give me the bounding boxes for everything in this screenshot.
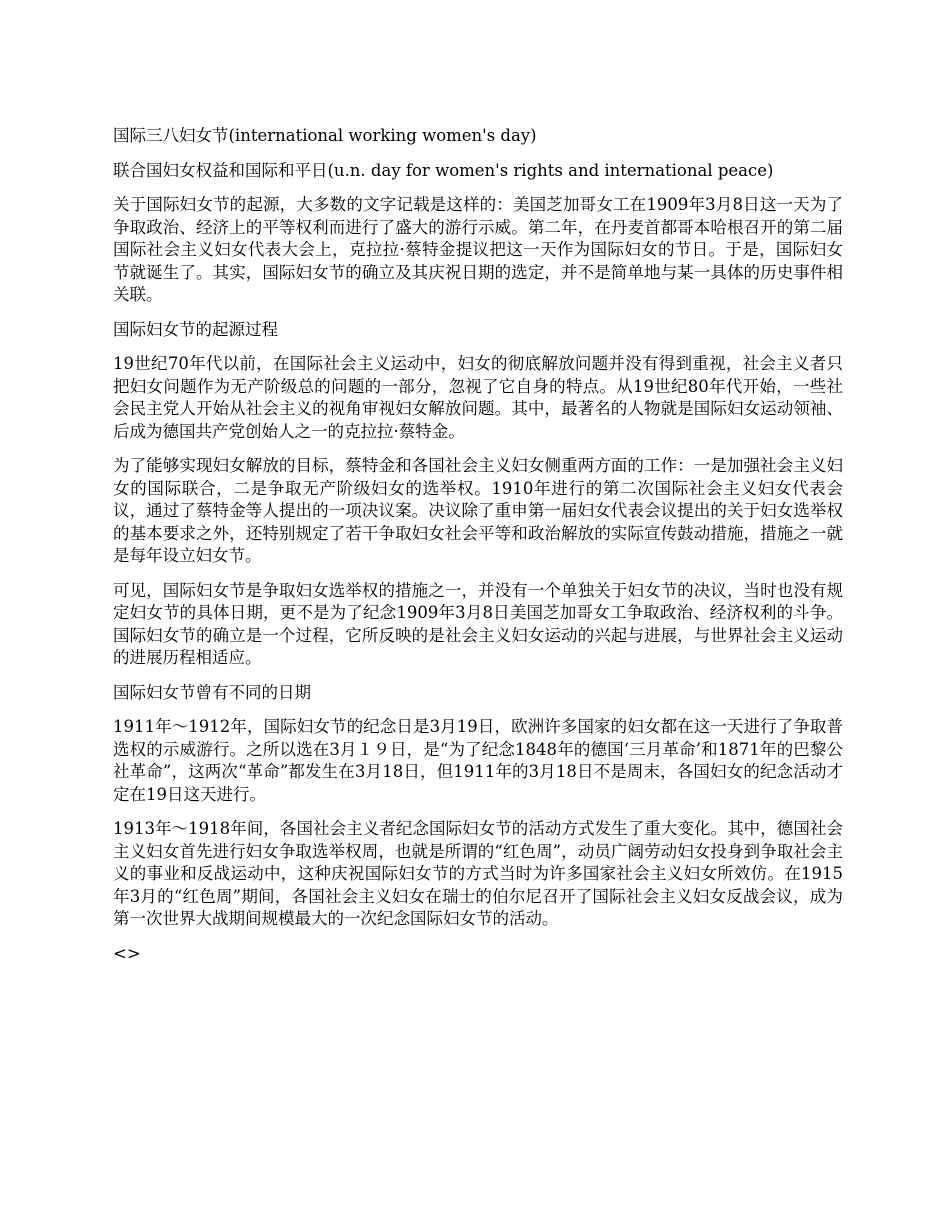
paragraph-1913-1918: 1913年～1918年间，各国社会主义者纪念国际妇女节的活动方式发生了重大变化。其中，德国社会主义妇女首先进行妇女争取选举权周，也就是所谓的“红色周”，动员广阔劳动妇女投身到争取社会主义的事业和反战运动中，这种庆祝国际妇女节的方式当时为许多国家社会主义妇女所效仿。在1915年3月的“红色周”期间，各国社会主义妇女在瑞士的伯尔尼召开了国际社会主义妇女反战会议，成为第一次世界大战期间规模最大的一次纪念国际妇女节的活动。 — [113, 819, 843, 928]
paragraph-origin-summary: 关于国际妇女节的起源，大多数的文字记载是这样的：美国芝加哥女工在1909年3月8日这一天为了争取政治、经济上的平等权利而进行了盛大的游行示威。第二年，在丹麦首都哥本哈根召开的第二届国际社会主义妇女代表大会上，克拉拉·蔡特金提议把这一天作为国际妇女的节日。于是，国际妇女节就诞生了。其实，国际妇女节的确立及其庆祝日期的选定，并不是简单地与某一具体的历史事件相关联。 — [113, 195, 843, 304]
trailing-marker: <> — [113, 943, 141, 963]
paragraph-zetkin-goals: 为了能够实现妇女解放的目标，蔡特金和各国社会主义妇女侧重两方面的工作：一是加强社会主义妇女的国际联合，二是争取无产阶级妇女的选举权。1910年进行的第二次国际社会主义妇女代表会议，通过了蔡特金等人提出的一项决议案。决议除了重申第一届妇女代表会议提出的关于妇女选举权的基本要求之外，还特别规定了若干争取妇女社会平等和政治解放的实际宣传鼓动措施，措施之一就是每年设立妇女节。 — [113, 456, 843, 565]
section-heading-origin-process: 国际妇女节的起源过程 — [113, 319, 278, 339]
paragraph-1911-1912: 1911年～1912年，国际妇女节的纪念日是3月19日，欧洲许多国家的妇女都在这一天进行了争取普选权的示威游行。之所以选在3月１９日，是“为了纪念1848年的德国‘三月革命’和1871年的巴黎公社革命”，这两次“革命”都发生在3月18日，但1911年的3月18日不是周末，各国妇女的纪念活动才定在19日这天进行。 — [113, 717, 843, 804]
paragraph-conclusion: 可见，国际妇女节是争取妇女选举权的措施之一，并没有一个单独关于妇女节的决议，当时也没有规定妇女节的具体日期，更不是为了纪念1909年3月8日美国芝加哥女工争取政治、经济权利的斗争。国际妇女节的确立是一个过程，它所反映的是社会主义妇女运动的兴起与进展，与世界社会主义运动的进展历程相适应。 — [113, 580, 843, 667]
title-line-2: 联合国妇女权益和国际和平日(u.n. day for women's rights and international peace) — [113, 160, 774, 180]
section-heading-different-dates: 国际妇女节曾有不同的日期 — [113, 682, 311, 702]
document-body — [113, 125, 843, 977]
paragraph-19th-century: 19世纪70年代以前，在国际社会主义运动中，妇女的彻底解放问题并没有得到重视，社会主义者只把妇女问题作为无产阶级总的问题的一部分，忽视了它自身的特点。从19世纪80年代开始，一些社会民主党人开始从社会主义的视角审视妇女解放问题。其中，最著名的人物就是国际妇女运动领袖、后成为德国共产党创始人之一的克拉拉·蔡特金。 — [113, 354, 843, 441]
title-line-1: 国际三八妇女节(international working women's day) — [113, 126, 537, 145]
